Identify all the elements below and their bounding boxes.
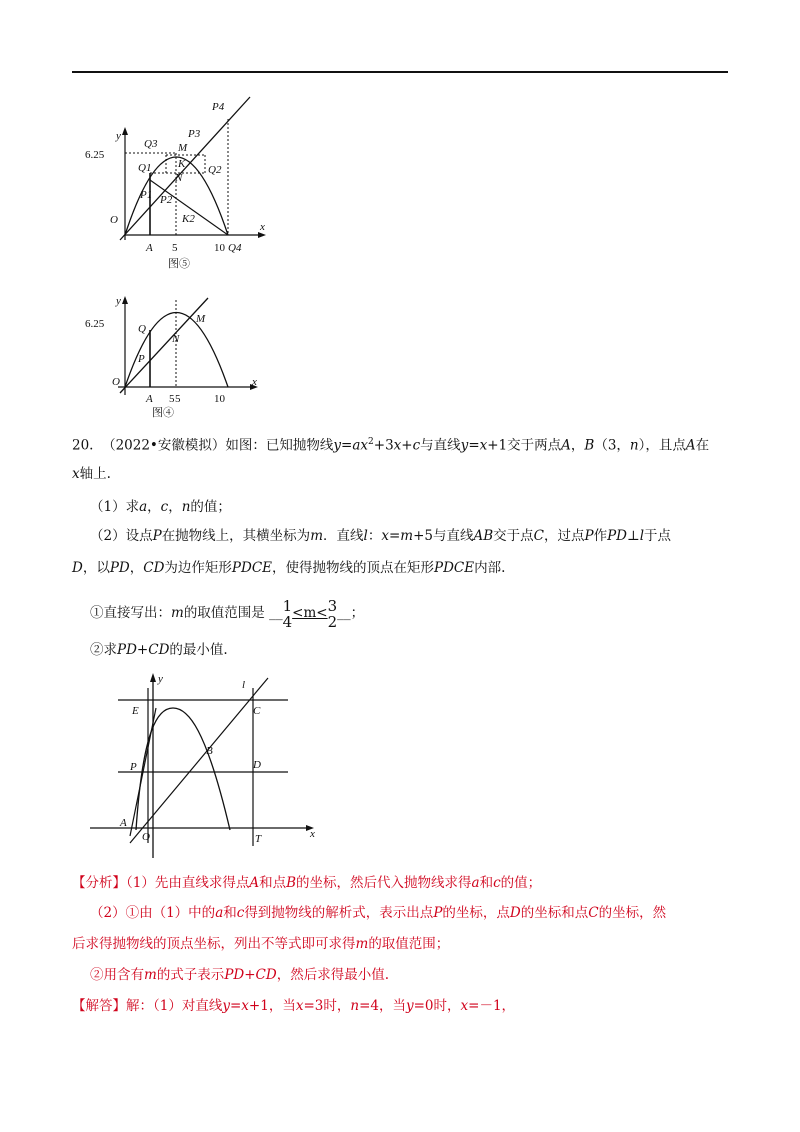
top-rule — [72, 71, 728, 73]
question-part-2-line-2: D，以PD，CD为边作矩形PDCE，使得抛物线的顶点在矩形PDCE内部. — [72, 560, 506, 576]
svg-text:K: K — [178, 158, 186, 170]
svg-text:P4: P4 — [212, 101, 225, 113]
analysis-line-2: （2）①由（1）中的a和c得到抛物线的解析式，表示出点P的坐标，点D的坐标和点C的坐标，然 — [90, 905, 667, 921]
main-figure — [88, 668, 328, 863]
svg-text:图⑤: 图⑤ — [168, 258, 190, 270]
svg-text:C: C — [253, 705, 261, 717]
svg-text:P1: P1 — [140, 189, 153, 201]
svg-text:P3: P3 — [188, 128, 201, 140]
svg-text:l: l — [242, 679, 246, 691]
main-figure-diagram — [88, 668, 328, 863]
svg-text:5: 5 — [172, 242, 178, 254]
svg-text:y: y — [158, 673, 163, 685]
analysis-line-3: 后求得抛物线的顶点坐标，列出不等式即可求得m的取值范围； — [72, 936, 450, 952]
svg-text:6.25: 6.25 — [85, 149, 105, 161]
svg-text:5: 5 — [175, 393, 181, 405]
svg-text:M: M — [178, 142, 188, 154]
analysis-line-1: 【分析】（1）先由直线求得点A和点B的坐标，然后代入抛物线求得a和c的值； — [72, 875, 542, 891]
svg-text:6.25: 6.25 — [85, 318, 105, 330]
svg-text:A: A — [120, 817, 127, 829]
fraction-three-halves: 3 2 — [327, 596, 338, 631]
question-part-1: （1）求a，c，n的值； — [90, 499, 231, 515]
analysis-line-4: ②用含有m的式子表示PD+CD，然后求得最小值. — [90, 967, 389, 983]
question-line-2: x轴上. — [72, 466, 111, 482]
svg-text:B: B — [206, 745, 213, 757]
svg-text:Q4: Q4 — [228, 242, 242, 254]
svg-text:10: 10 — [214, 242, 225, 254]
figure-4 — [80, 290, 280, 420]
svg-text:A: A — [146, 393, 153, 405]
svg-text:x: x — [260, 221, 265, 233]
svg-text:M: M — [196, 313, 206, 325]
question-sub-1: ①直接写出：m的取值范围是 __ 1 4 <m< 3 2 __； — [90, 596, 365, 631]
svg-text:N: N — [172, 333, 180, 345]
svg-text:Q2: Q2 — [208, 164, 222, 176]
svg-text:N: N — [175, 172, 183, 184]
svg-text:Q1: Q1 — [138, 162, 152, 174]
svg-text:10: 10 — [214, 393, 225, 405]
svg-text:Q3: Q3 — [144, 138, 158, 150]
svg-text:A: A — [146, 242, 153, 254]
solution-line-1: 【解答】解：（1）对直线y=x+1，当x=3时，n=4，当y=0时，x=－1， — [72, 998, 516, 1014]
svg-text:O: O — [110, 214, 118, 226]
svg-text:图④: 图④ — [152, 407, 174, 419]
svg-text:y: y — [116, 295, 121, 307]
figure-5-diagram — [80, 95, 280, 275]
question-part-2-line-1: （2）设点P在抛物线上，其横坐标为m．直线l：x=m+5与直线AB交于点C，过点P作PD⊥l于点 — [90, 528, 672, 544]
svg-text:y: y — [116, 130, 121, 142]
svg-text:P: P — [138, 353, 145, 365]
svg-text:P: P — [130, 761, 137, 773]
svg-text:x: x — [310, 828, 315, 840]
svg-text:T: T — [255, 833, 262, 845]
svg-text:O: O — [112, 376, 120, 388]
svg-text:P2: P2 — [160, 194, 173, 206]
svg-text:Q: Q — [138, 323, 146, 335]
figure-5 — [80, 95, 280, 275]
svg-text:5: 5 — [169, 393, 175, 405]
fraction-quarter: 1 4 — [282, 596, 293, 631]
svg-text:E: E — [132, 705, 139, 717]
question-line-1: 20. （2022•安徽模拟）如图：已知抛物线$y=ax^2+3x+c$与直线y=x+1交于两点A，B（3，n），且点A在 — [72, 437, 710, 454]
svg-text:O: O — [142, 831, 150, 843]
svg-text:D: D — [253, 759, 261, 771]
figure-4-diagram — [80, 290, 280, 420]
question-sub-2: ②求PD+CD的最小值. — [90, 642, 228, 658]
svg-text:x: x — [252, 376, 257, 388]
svg-text:K2: K2 — [182, 213, 195, 225]
